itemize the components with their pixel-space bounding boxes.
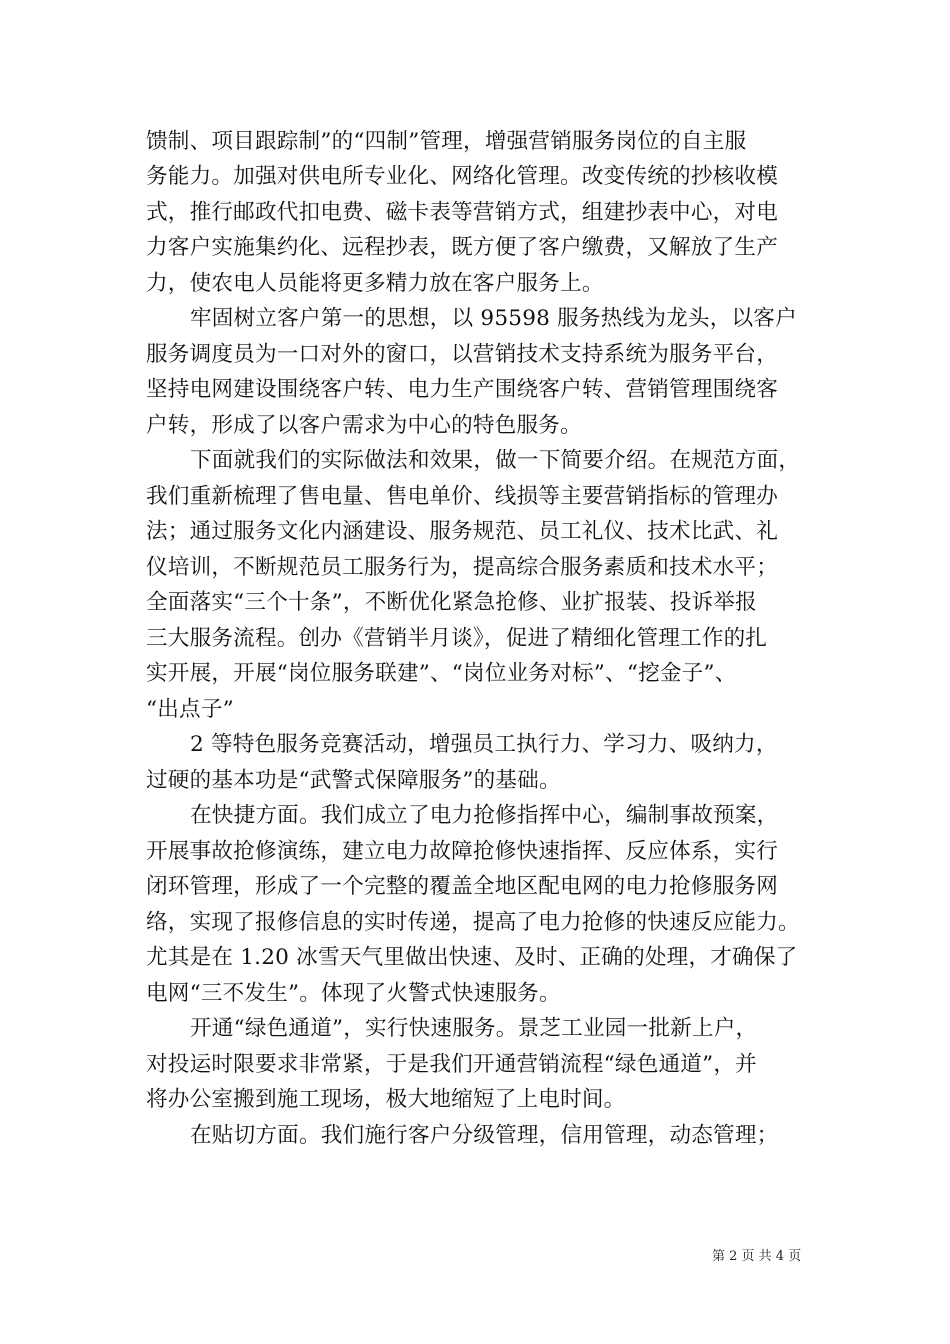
text-line: 在快捷方面。我们成立了电力抢修指挥中心，编制事故预案， <box>190 803 779 828</box>
text-line: 将办公室搬到施工现场，极大地缩短了上电时间。 <box>146 1087 626 1112</box>
text-line: 过硬的基本功是“武警式保障服务”的基础。 <box>146 768 561 793</box>
text-line: 仪培训，不断规范员工服务行为，提高综合服务素质和技术水平； <box>146 555 779 580</box>
text-line: 式，推行邮政代扣电费、磁卡表等营销方式，组建抄表中心，对电 <box>146 200 779 225</box>
text-line: 络，实现了报修信息的实时传递，提高了电力抢修的快速反应能力。 <box>146 910 800 935</box>
text-line: 全面落实“三个十条”，不断优化紧急抢修、业扩报装、投诉举报 <box>146 590 757 615</box>
text-line: 开通“绿色通道”，实行快速服务。景芝工业园一批新上户， <box>190 1016 758 1041</box>
text-line: 对投运时限要求非常紧，于是我们开通营销流程“绿色通道”，并 <box>146 1052 757 1077</box>
text-line: 馈制、项目跟踪制”的“四制”管理，增强营销服务岗位的自主服 <box>146 129 747 154</box>
text-line: 在贴切方面。我们施行客户分级管理，信用管理，动态管理； <box>190 1123 779 1148</box>
page-number: 第 2 页 共 4 页 <box>712 1249 802 1264</box>
text-line: 实开展，开展“岗位服务联建”、“岗位业务对标”、“挖金子”、 <box>146 661 737 686</box>
text-line: 下面就我们的实际做法和效果，做一下简要介绍。在规范方面， <box>190 448 801 473</box>
text-line: 力客户实施集约化、远程抄表，既方便了客户缴费，又解放了生产 <box>146 235 779 260</box>
text-line: “出点子” <box>146 697 234 722</box>
text-line: 坚持电网建设围绕客户转、电力生产围绕客户转、营销管理围绕客 <box>146 377 779 402</box>
text-line: 户转，形成了以客户需求为中心的特色服务。 <box>146 413 582 438</box>
text-line: 电网“三不发生”。体现了火警式快速服务。 <box>146 981 561 1006</box>
text-line: 务能力。加强对供电所专业化、网络化管理。改变传统的抄核收模 <box>146 164 779 189</box>
text-line: 法；通过服务文化内涵建设、服务规范、员工礼仪、技术比武、礼 <box>146 519 779 544</box>
text-line: 2 等特色服务竞赛活动，增强员工执行力、学习力、吸纳力， <box>190 732 778 757</box>
text-line: 闭环管理，形成了一个完整的覆盖全地区配电网的电力抢修服务网 <box>146 874 779 899</box>
text-line: 我们重新梳理了售电量、售电单价、线损等主要营销指标的管理办 <box>146 484 779 509</box>
text-line: 服务调度员为一口对外的窗口，以营销技术支持系统为服务平台， <box>146 342 779 367</box>
text-line: 力，使农电人员能将更多精力放在客户服务上。 <box>146 271 604 296</box>
text-line: 尤其是在 1.20 冰雪天气里做出快速、及时、正确的处理，才确保了 <box>146 945 798 970</box>
text-line: 牢固树立客户第一的思想，以 95598 服务热线为龙头，以客户 <box>190 306 797 331</box>
text-line: 三大服务流程。创办《营销半月谈》，促进了精细化管理工作的扎 <box>146 626 768 651</box>
text-line: 开展事故抢修演练，建立电力故障抢修快速指挥、反应体系，实行 <box>146 839 779 864</box>
